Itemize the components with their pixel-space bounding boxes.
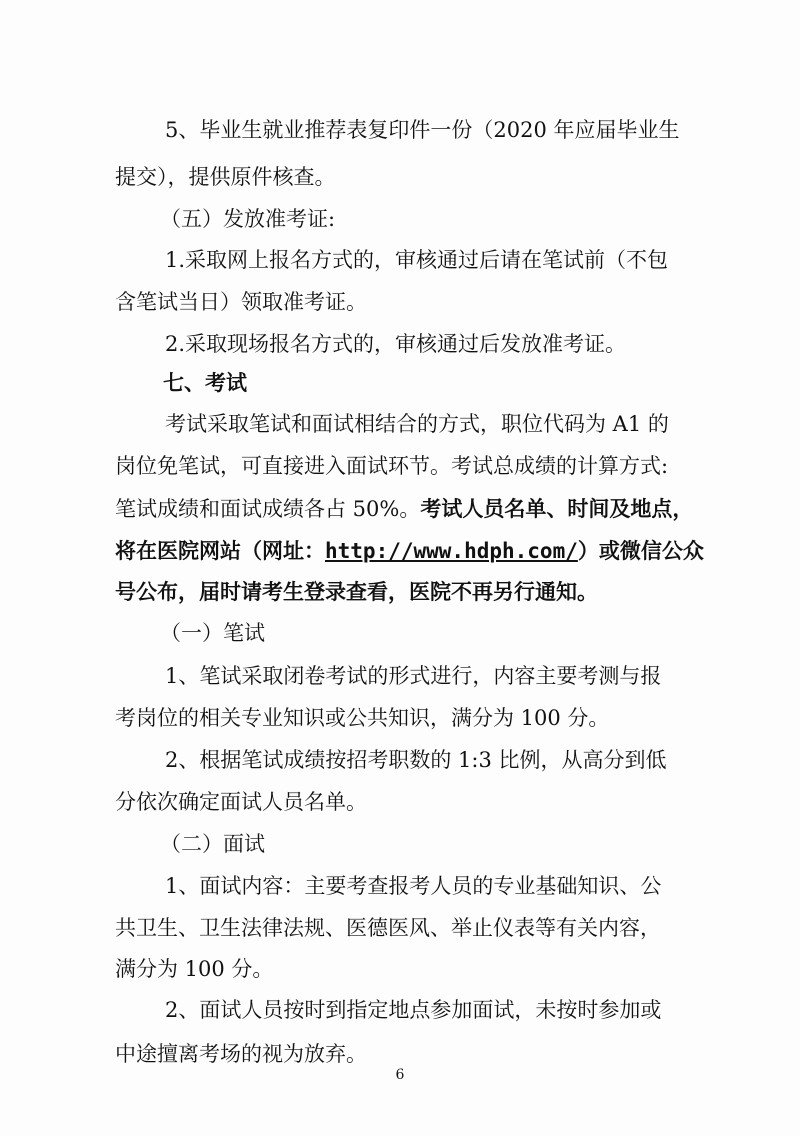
page-number: 6 (395, 1067, 405, 1083)
interview-item-1-line-3: 满分为 100 分。 (115, 957, 274, 981)
interview-item-2-line-1: 2、面试人员按时到指定地点参加面试，未按时参加或 (165, 998, 662, 1022)
item-1-line-1: 1.采取网上报名方式的，审核通过后请在笔试前（不包 (165, 248, 669, 272)
exam-score-text: 笔试成绩和面试成绩各占 50%。 (115, 497, 421, 521)
exam-para-line-4 (115, 537, 800, 565)
item-1-line-2: 含笔试当日）领取准考证。 (115, 290, 367, 314)
section-5-heading: （五）发放准考证: (160, 207, 336, 231)
written-item-2-line-2: 分依次确定面试人员名单。 (115, 790, 367, 814)
subsection-interview-heading: （二）面试 (160, 832, 265, 856)
exam-para-line-3 (115, 495, 800, 523)
written-item-1-line-2: 考岗位的相关专业知识或公共知识，满分为 100 分。 (115, 706, 610, 730)
exam-para-line-5: 号公布，届时请考生登录查看，医院不再另行通知。 (115, 580, 598, 604)
exam-para-line-2: 岗位免笔试，可直接进入面试环节。考试总成绩的计算方式: (115, 454, 669, 478)
written-item-2-line-1: 2、根据笔试成绩按招考职数的 1:3 比例，从高分到低 (165, 748, 667, 772)
interview-item-1-line-1: 1、面试内容：主要考查报考人员的专业基础知识、公 (165, 874, 662, 898)
item-5-line-2: 提交），提供原件核查。 (115, 165, 336, 189)
interview-item-1-line-2: 共卫生、卫生法律法规、医德医风、举止仪表等有关内容， (115, 916, 661, 940)
interview-item-2-line-2: 中途擅离考场的视为放弃。 (115, 1042, 367, 1066)
item-2-line-1: 2.采取现场报名方式的，审核通过后发放准考证。 (165, 332, 627, 356)
written-item-1-line-1: 1、笔试采取闭卷考试的形式进行，内容主要考测与报 (165, 664, 662, 688)
exam-para-line-1: 考试采取笔试和面试相结合的方式，职位代码为 A1 的 (165, 412, 669, 436)
exam-notice-bold-1: 考试人员名单、时间及地点， (420, 497, 694, 521)
section-7-heading: 七、考试 (163, 371, 247, 395)
item-5-line-1: 5、毕业生就业推荐表复印件一份（2020 年应届毕业生 (165, 118, 680, 142)
exam-notice-bold-3: ）或微信公众 (577, 539, 704, 563)
exam-notice-bold-2: 将在医院网站（网址： (115, 539, 325, 563)
hospital-website-link[interactable]: http://www.hdph.com/ (325, 539, 578, 563)
subsection-written-heading: （一）笔试 (160, 621, 265, 645)
